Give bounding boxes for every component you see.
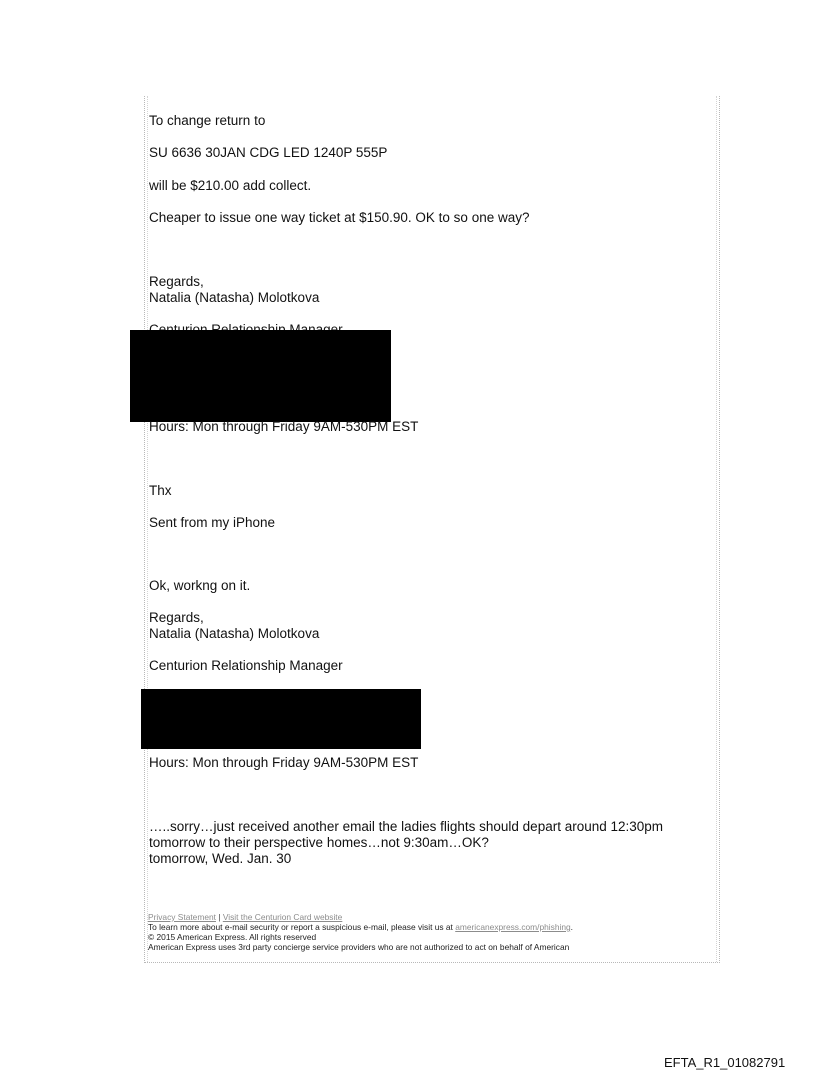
signature-regards: Regards, bbox=[149, 274, 204, 289]
change-return-line: To change return to bbox=[149, 113, 266, 128]
cheaper-line: Cheaper to issue one way ticket at $150.90. OK to so one way? bbox=[149, 210, 530, 225]
security-end: . bbox=[570, 922, 573, 932]
signature-hours: Hours: Mon through Friday 9AM-530PM EST bbox=[149, 419, 419, 434]
email-footer bbox=[148, 912, 573, 952]
phishing-link[interactable]: americanexpress.com/phishing bbox=[455, 922, 571, 932]
footer-links-row bbox=[148, 912, 573, 922]
footer-security-row bbox=[148, 922, 573, 932]
footer-separator: | bbox=[218, 912, 221, 922]
sorry-line: tomorrow, Wed. Jan. 30 bbox=[149, 851, 292, 866]
signature-name: Natalia (Natasha) Molotkova bbox=[149, 626, 320, 641]
sent-from-iphone: Sent from my iPhone bbox=[149, 515, 276, 530]
centurion-website-link[interactable]: Visit the Centurion Card website bbox=[222, 912, 343, 922]
sorry-line: tomorrow to their perspective homes…not 9:30am…OK? bbox=[149, 835, 489, 850]
signature-hours: Hours: Mon through Friday 9AM-530PM EST bbox=[149, 755, 419, 770]
security-text: To learn more about e-mail security or report a suspicious e-mail, please visit us at bbox=[148, 922, 453, 932]
copyright: © 2015 American Express. All rights reserved bbox=[148, 932, 317, 942]
signature-regards: Regards, bbox=[149, 610, 204, 625]
privacy-statement-link[interactable]: Privacy Statement bbox=[148, 912, 216, 922]
working-line: Ok, workng on it. bbox=[149, 578, 251, 593]
redaction-box bbox=[130, 330, 391, 422]
signature-name: Natalia (Natasha) Molotkova bbox=[149, 290, 320, 305]
reply-thx: Thx bbox=[149, 483, 172, 498]
redaction-box bbox=[141, 689, 421, 749]
flight-line: SU 6636 30JAN CDG LED 1240P 555P bbox=[149, 145, 388, 160]
price-line: will be $210.00 add collect. bbox=[149, 178, 312, 193]
disclaimer: American Express uses 3rd party concierge service providers who are not authorized to act on behalf of American bbox=[148, 942, 570, 952]
signature-title: Centurion Relationship Manager bbox=[149, 658, 343, 673]
document-id: EFTA_R1_01082791 bbox=[664, 1055, 786, 1070]
sorry-line: …..sorry…just received another email the ladies flights should depart around 12:30pm bbox=[149, 819, 664, 834]
